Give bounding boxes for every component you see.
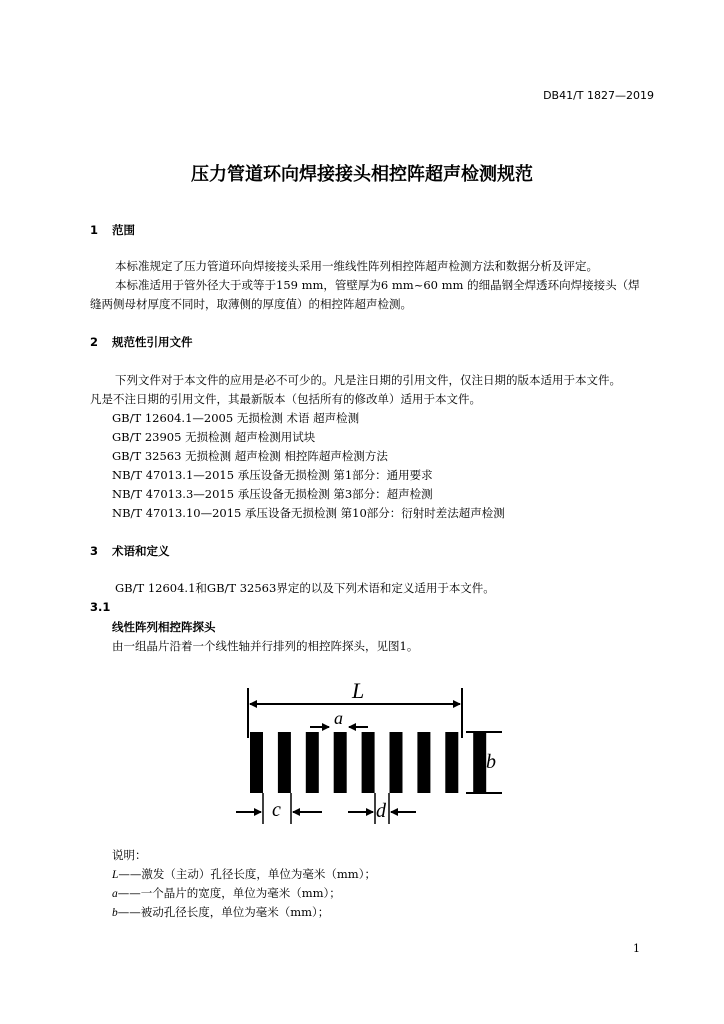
probe-element [306, 732, 319, 793]
probe-element [445, 732, 458, 793]
section-3-heading [90, 543, 170, 559]
reference-item: GB/T 12604.1—2005 无损检测 术语 超声检测 [112, 411, 360, 425]
term-definition: 由一组晶片沿着一个线性轴并行排列的相控阵探头，见图1。 [112, 639, 419, 653]
legend-text: ——激发（主动）孔径长度，单位为毫米（mm）； [118, 867, 376, 881]
label-L: L [352, 678, 365, 703]
legend-item-b [112, 904, 329, 920]
section-3-para: GB/T 12604.1和GB/T 32563界定的以及下列术语和定义适用于本文件。 [115, 581, 495, 595]
section-1-heading [90, 222, 135, 238]
label-c: c [272, 799, 281, 821]
legend-symbol: a [112, 888, 118, 900]
legend-item-L [112, 866, 376, 882]
section-2-heading [90, 334, 193, 350]
probe-element [473, 732, 486, 793]
legend-symbol: b [112, 907, 118, 919]
section-1-number: 1 [90, 223, 99, 237]
reference-item: NB/T 47013.3—2015 承压设备无损检测 第3部分：超声检测 [112, 487, 433, 501]
reference-item: GB/T 23905 无损检测 超声检测用试块 [112, 430, 316, 444]
legend-heading: 说明： [112, 848, 147, 862]
section-2-para-line-2: 凡是不注日期的引用文件，其最新版本（包括所有的修改单）适用于本文件。 [90, 392, 481, 406]
probe-element [390, 732, 403, 793]
label-a: a [334, 708, 343, 728]
probe-element [362, 732, 375, 793]
section-1-para-2-line-1: 本标准适用于管外径大于或等于159 mm，管壁厚为6 mm~60 mm 的细晶钢全焊透环向焊接接头（焊 [115, 278, 640, 292]
section-3-title: 术语和定义 [112, 544, 170, 558]
probe-element [334, 732, 347, 793]
document-title: 压力管道环向焊接接头相控阵超声检测规范 [191, 164, 533, 185]
legend-text: ——被动孔径长度，单位为毫米（mm）； [117, 905, 330, 919]
section-2-para-line-1: 下列文件对于本文件的应用是必不可少的。凡是注日期的引用文件，仅注日期的版本适用于本文件。 [115, 373, 621, 387]
term-heading: 线性阵列相控阵探头 [112, 620, 216, 634]
legend-text: ——一个晶片的宽度，单位为毫米（mm）； [117, 886, 341, 900]
standard-number: DB41/T 1827—2019 [543, 89, 654, 102]
page-number: 1 [633, 942, 640, 955]
reference-item: NB/T 47013.1—2015 承压设备无损检测 第1部分：通用要求 [112, 468, 433, 482]
section-2-number: 2 [90, 335, 99, 349]
reference-item: NB/T 47013.10—2015 承压设备无损检测 第10部分：衍射时差法超声检测 [112, 506, 505, 520]
probe-elements [250, 732, 486, 793]
section-1-para-1: 本标准规定了压力管道环向焊接接头采用一维线性阵列相控阵超声检测方法和数据分析及评定。 [115, 259, 598, 273]
label-d: d [376, 800, 386, 822]
section-3-number: 3 [90, 544, 99, 558]
label-b: b [486, 751, 496, 773]
legend-symbol: L [112, 869, 119, 881]
probe-element [417, 732, 430, 793]
subsection-3-1-number: 3.1 [90, 600, 111, 614]
legend-item-a [112, 885, 341, 901]
linear-array-probe-figure [230, 674, 510, 834]
section-1-para-2-line-2: 缝两侧母材厚度不同时，取薄侧的厚度值）的相控阵超声检测。 [90, 297, 412, 311]
section-1-title: 范围 [112, 223, 135, 237]
probe-element [278, 732, 291, 793]
probe-element [250, 732, 263, 793]
section-2-title: 规范性引用文件 [112, 335, 193, 349]
reference-item: GB/T 32563 无损检测 超声检测 相控阵超声检测方法 [112, 449, 388, 463]
